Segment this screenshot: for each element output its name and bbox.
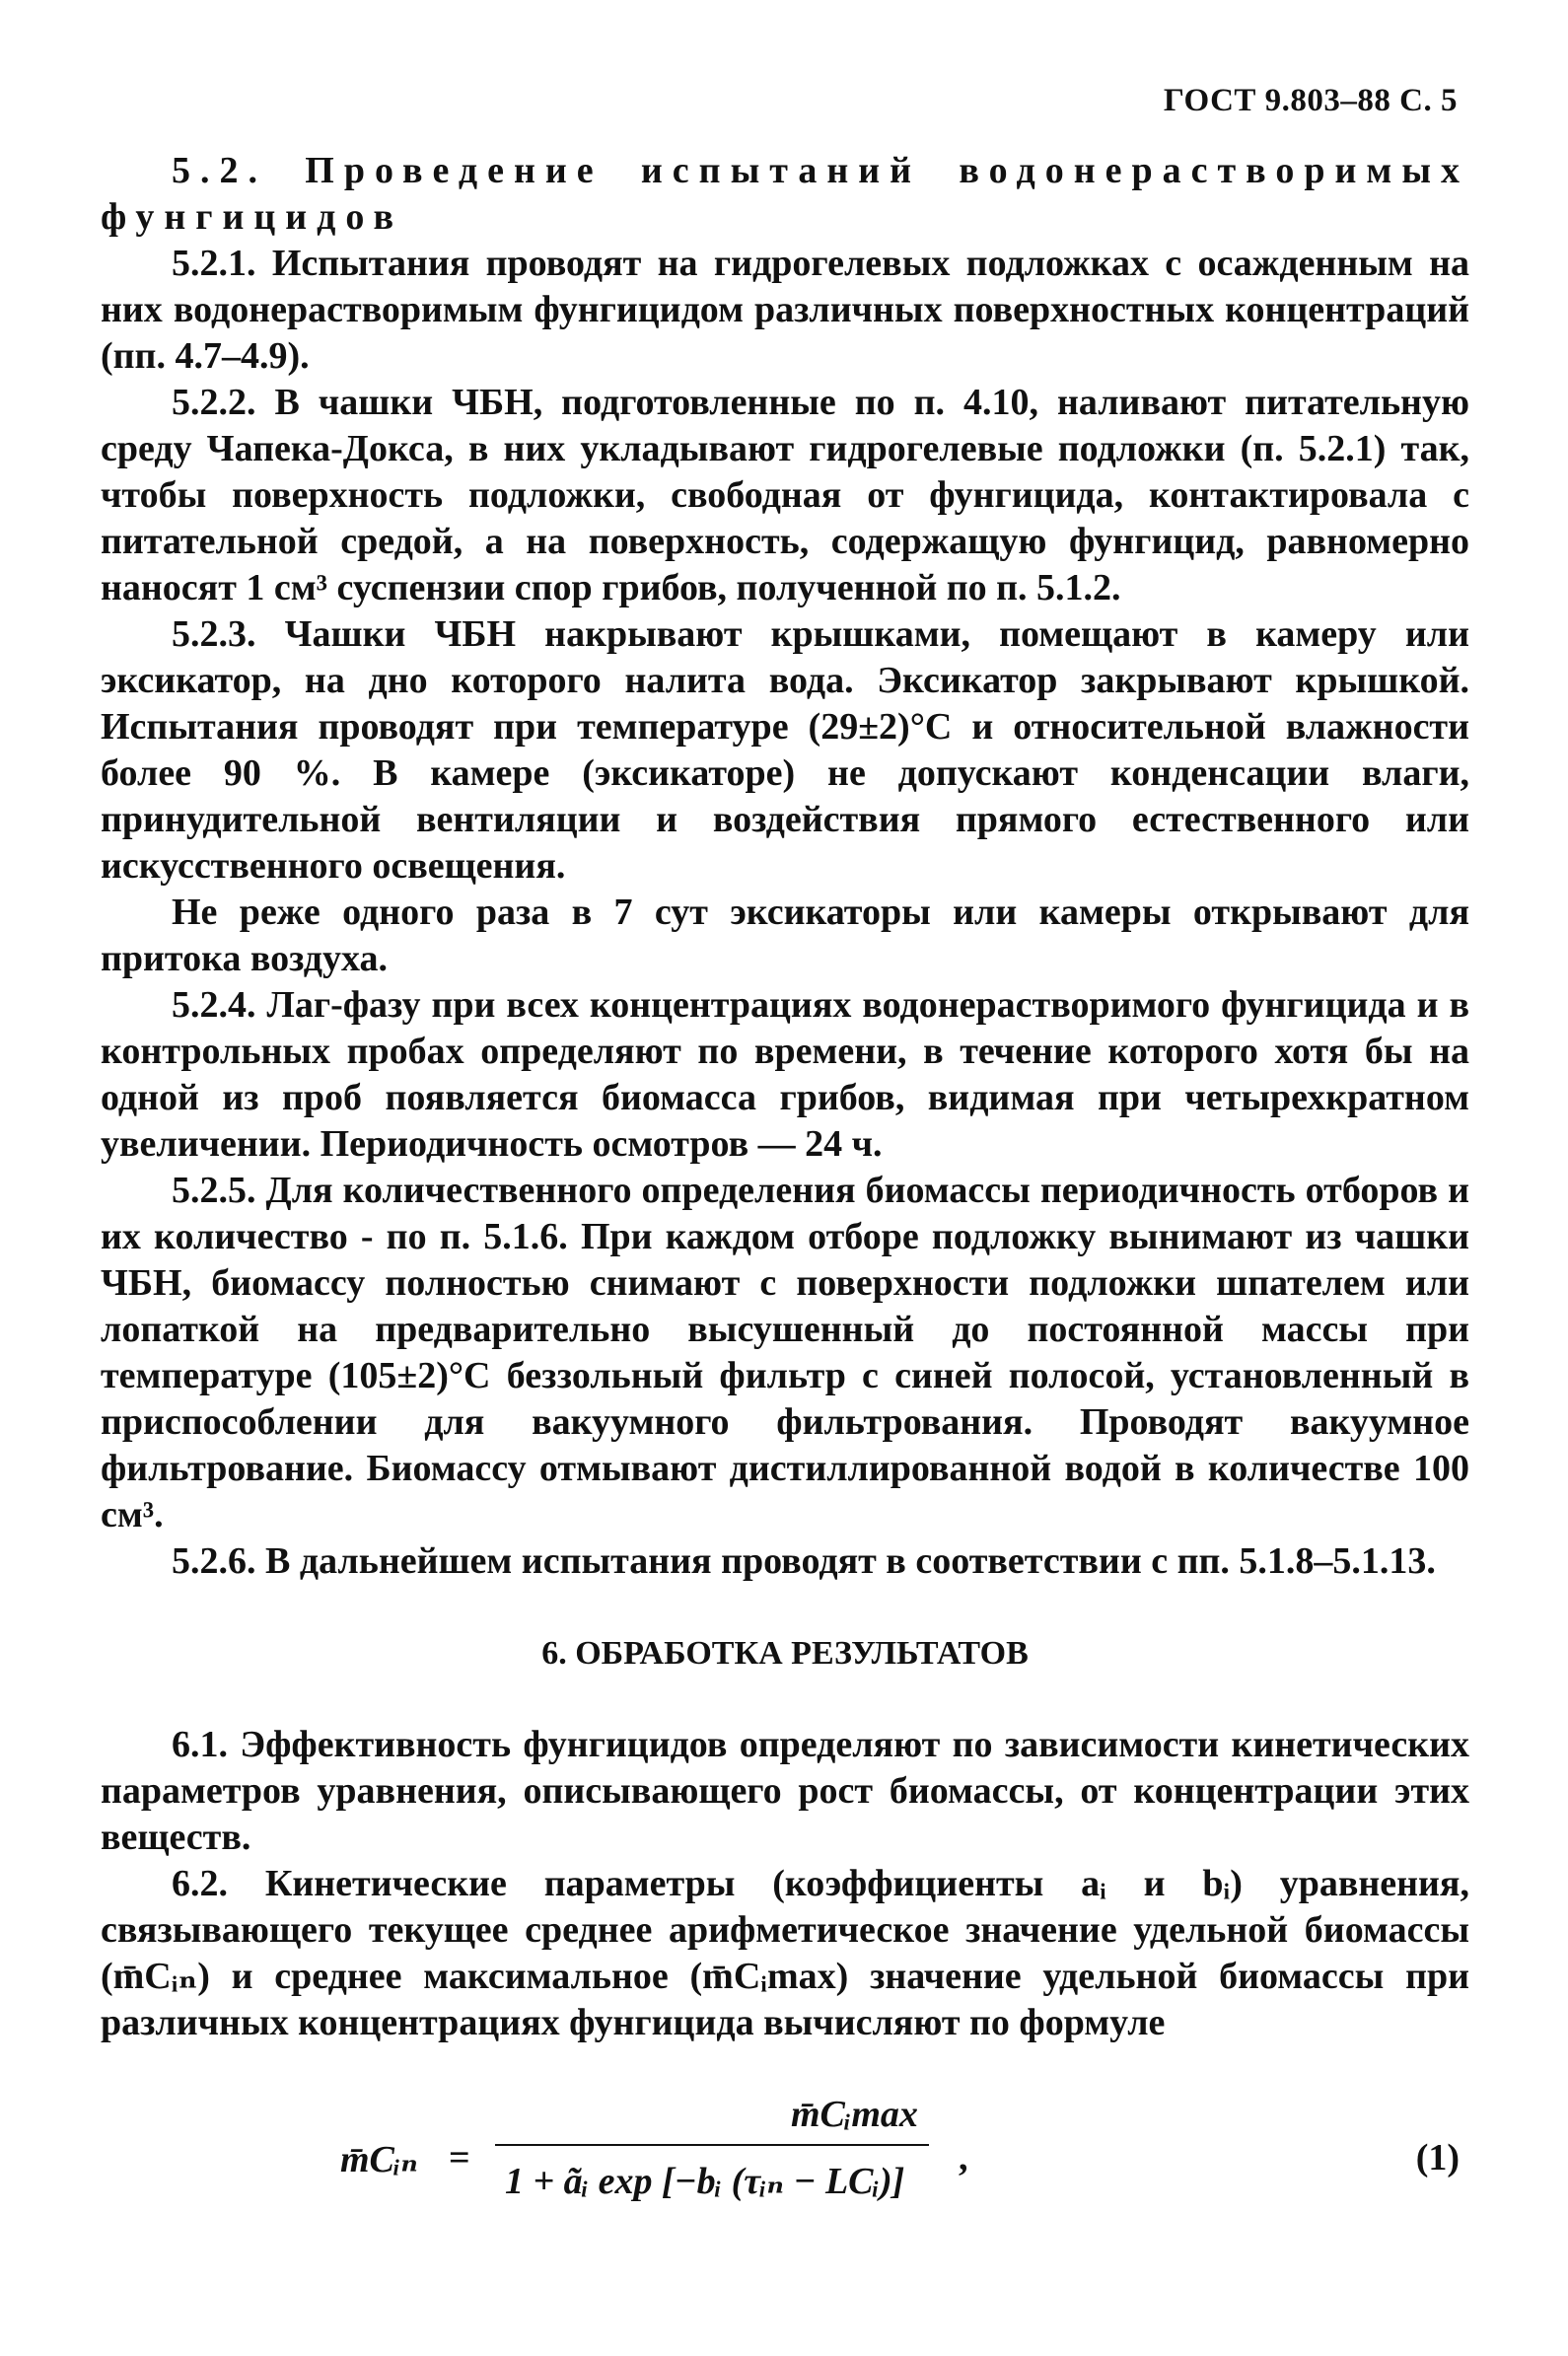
paragraph-6-2: 6.2. Кинетические параметры (коэффициенты aᵢ и bᵢ) уравнения, связывающего текущее среднее арифметическое значение удельной биомассы (m̄Cᵢₙ) и среднее максимальное (m̄Cᵢmax) значение удельной биомассы при различных концентрациях фунгицида вычисляют по формуле — [101, 1863, 1469, 2043]
formula-equals: = — [449, 2137, 470, 2178]
formula-number: (1) — [1415, 2137, 1460, 2178]
paragraph-5-2-3: 5.2.3. Чашки ЧБН накрывают крышками, помещают в камеру или эксикатор, на дно которого налита вода. Эксикатор закрывают крышкой. Испытания проводят при температуре (29±2)°С и относительной влажности более 90 %. В камере (эксикаторе) не допускают конденсации влаги, принудительной вентиляции и воздействия прямого естественного или искусственного освещения. — [101, 613, 1469, 887]
paragraph-5-2-5: 5.2.5. Для количественного определения биомассы периодичность отборов и их количество - по п. 5.1.6. При каждом отборе подложку вынимают из чашки ЧБН, биомассу полностью снимают с поверхности подложки шпателем или лопаткой на предварительно высушенный до постоянной массы при температуре (105±2)°С беззольный фильтр с синей полосой, установленный в приспособлении для вакуумного фильтрования. Проводят вакуумное фильтрование. Биомассу отмывают дистиллированной водой в количестве 100 см³. — [101, 1170, 1469, 1535]
formula-denominator: 1 + ãᵢ exp [−bᵢ (τᵢₙ − LCᵢ)] — [505, 2161, 905, 2202]
paragraph-5-2-2: 5.2.2. В чашки ЧБН, подготовленные по п. 4.10, наливают питательную среду Чапека-Докса, в них укладывают гидрогелевые подложки (п. 5.2.1) так, чтобы поверхность подложки, свободная от фунгицида, контактировала с питательной средой, а на поверхность, содержащую фунгицид, равномерно наносят 1 см³ суспензии спор грибов, полученной по п. 5.1.2. — [101, 382, 1469, 608]
section-heading-6: 6. ОБРАБОТКА РЕЗУЛЬТАТОВ — [541, 1635, 1029, 1672]
paragraph-6-1: 6.1. Эффективность фунгицидов определяют по зависимости кинетических параметров уравнения, описывающего рост биомассы, от концентрации этих веществ. — [101, 1724, 1469, 1858]
formula-numerator: m̄Cᵢmax — [791, 2094, 918, 2135]
fraction-bar — [495, 2144, 929, 2146]
paragraph-5-2-3-cont: Не реже одного раза в 7 сут эксикаторы или камеры открывают для притока воздуха. — [101, 892, 1469, 979]
running-header: ГОСТ 9.803–88 С. 5 — [1163, 83, 1458, 118]
formula-comma: , — [959, 2137, 968, 2178]
subsection-heading-5-2: 5.2. Проведение испытаний водонерастворимых фунгицидов — [101, 150, 1469, 238]
formula-1 — [101, 2093, 1469, 2201]
body-text — [101, 148, 1469, 2046]
paragraph-5-2-4: 5.2.4. Лаг-фазу при всех концентрациях водонерастворимого фунгицида и в контрольных пробах определяют по времени, в течение которого хотя бы на одной из проб появляется биомасса грибов, видимая при четырехкратном увеличении. Периодичность осмотров — 24 ч. — [101, 984, 1469, 1165]
paragraph-5-2-6: 5.2.6. В дальнейшем испытания проводят в соответствии с пп. 5.1.8–5.1.13. — [172, 1540, 1436, 1582]
formula-lhs: m̄Cᵢₙ — [340, 2139, 418, 2180]
paragraph-5-2-1: 5.2.1. Испытания проводят на гидрогелевых подложках с осажденным на них водонерастворимым фунгицидом различных поверхностных концентраций (пп. 4.7–4.9). — [101, 243, 1469, 377]
